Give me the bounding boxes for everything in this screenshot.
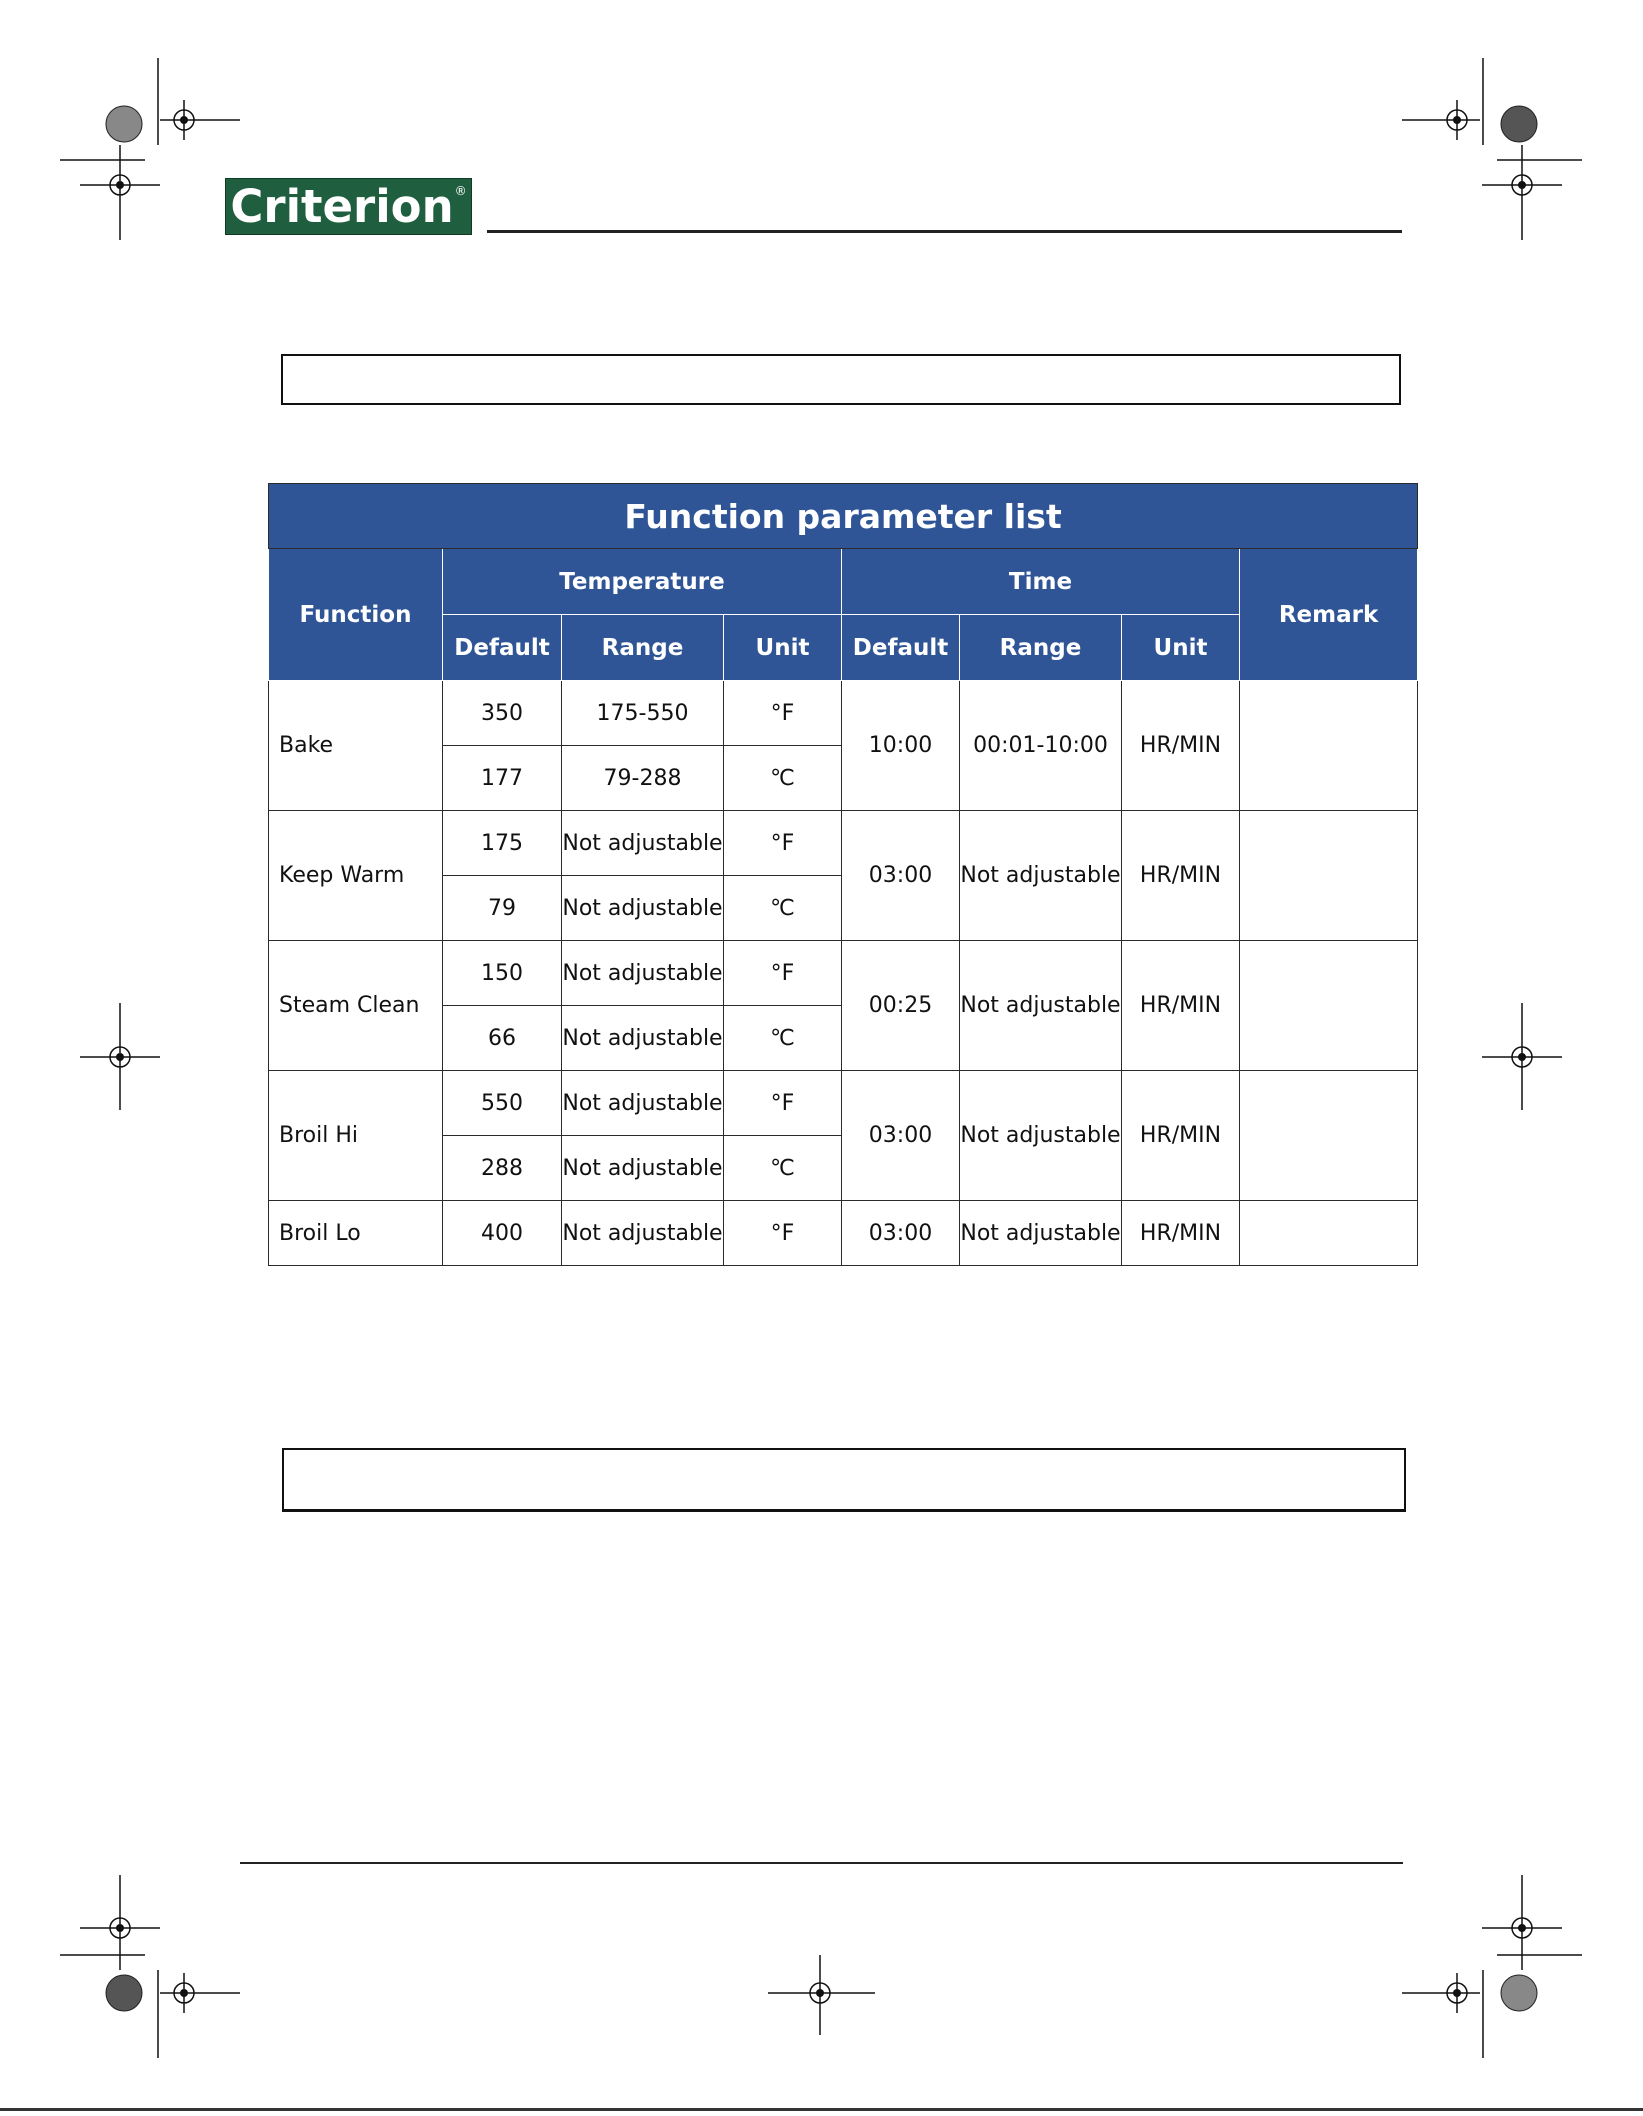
time-unit: HR/MIN [1122, 811, 1240, 941]
section-box-bottom [282, 1448, 1406, 1512]
temp-range: Not adjustable [562, 876, 724, 941]
function-parameter-table [268, 483, 1418, 1266]
table-title: Function parameter list [269, 484, 1418, 549]
brand-logo [225, 178, 472, 235]
remark [1240, 1201, 1418, 1266]
temp-unit: ℃ [724, 1006, 842, 1071]
time-range: Not adjustable [960, 1071, 1122, 1201]
temp-unit: ℃ [724, 1136, 842, 1201]
temp-range: Not adjustable [562, 1071, 724, 1136]
time-unit: HR/MIN [1122, 1201, 1240, 1266]
header-function: Function [269, 549, 443, 681]
function-name: Bake [269, 681, 443, 811]
temp-default: 66 [443, 1006, 562, 1071]
time-default: 03:00 [842, 1201, 960, 1266]
temp-unit: °F [724, 681, 842, 746]
temp-unit: °F [724, 941, 842, 1006]
temp-range: Not adjustable [562, 811, 724, 876]
time-default: 03:00 [842, 811, 960, 941]
temp-range: Not adjustable [562, 1006, 724, 1071]
function-name: Broil Lo [269, 1201, 443, 1266]
time-range: 00:01-10:00 [960, 681, 1122, 811]
time-default: 10:00 [842, 681, 960, 811]
time-unit: HR/MIN [1122, 941, 1240, 1071]
time-default: 03:00 [842, 1071, 960, 1201]
temp-unit: °F [724, 811, 842, 876]
logo-text: Criterion [230, 180, 454, 233]
temp-unit: °F [724, 1201, 842, 1266]
time-range: Not adjustable [960, 811, 1122, 941]
temp-range: Not adjustable [562, 1136, 724, 1201]
temp-default: 350 [443, 681, 562, 746]
temp-range: 79-288 [562, 746, 724, 811]
temp-default: 150 [443, 941, 562, 1006]
temp-range: 175-550 [562, 681, 724, 746]
header-time: Time [842, 549, 1240, 615]
header-temp-default: Default [443, 615, 562, 681]
header-time-range: Range [960, 615, 1122, 681]
time-range: Not adjustable [960, 941, 1122, 1071]
time-unit: HR/MIN [1122, 681, 1240, 811]
section-box-top [281, 354, 1401, 405]
temp-range: Not adjustable [562, 941, 724, 1006]
header-time-default: Default [842, 615, 960, 681]
header-temp-unit: Unit [724, 615, 842, 681]
header-temp-range: Range [562, 615, 724, 681]
table-row [269, 1201, 1418, 1266]
time-default: 00:25 [842, 941, 960, 1071]
temp-unit: °F [724, 1071, 842, 1136]
temp-default: 175 [443, 811, 562, 876]
time-range: Not adjustable [960, 1201, 1122, 1266]
function-name: Keep Warm [269, 811, 443, 941]
table-row [269, 1071, 1418, 1136]
remark [1240, 681, 1418, 811]
footer-rule [240, 1862, 1403, 1864]
temp-default: 177 [443, 746, 562, 811]
remark [1240, 811, 1418, 941]
temp-default: 400 [443, 1201, 562, 1266]
table-row [269, 681, 1418, 746]
table-row [269, 811, 1418, 876]
table-row [269, 941, 1418, 1006]
temp-default: 550 [443, 1071, 562, 1136]
header-rule [487, 230, 1402, 233]
temp-default: 288 [443, 1136, 562, 1201]
temp-default: 79 [443, 876, 562, 941]
bottom-edge-rule [0, 2108, 1643, 2111]
time-unit: HR/MIN [1122, 1071, 1240, 1201]
temp-unit: ℃ [724, 746, 842, 811]
header-temperature: Temperature [443, 549, 842, 615]
header-remark: Remark [1240, 549, 1418, 681]
registered-mark: ® [454, 183, 467, 198]
remark [1240, 941, 1418, 1071]
remark [1240, 1071, 1418, 1201]
header-time-unit: Unit [1122, 615, 1240, 681]
temp-range: Not adjustable [562, 1201, 724, 1266]
function-name: Steam Clean [269, 941, 443, 1071]
function-name: Broil Hi [269, 1071, 443, 1201]
temp-unit: ℃ [724, 876, 842, 941]
